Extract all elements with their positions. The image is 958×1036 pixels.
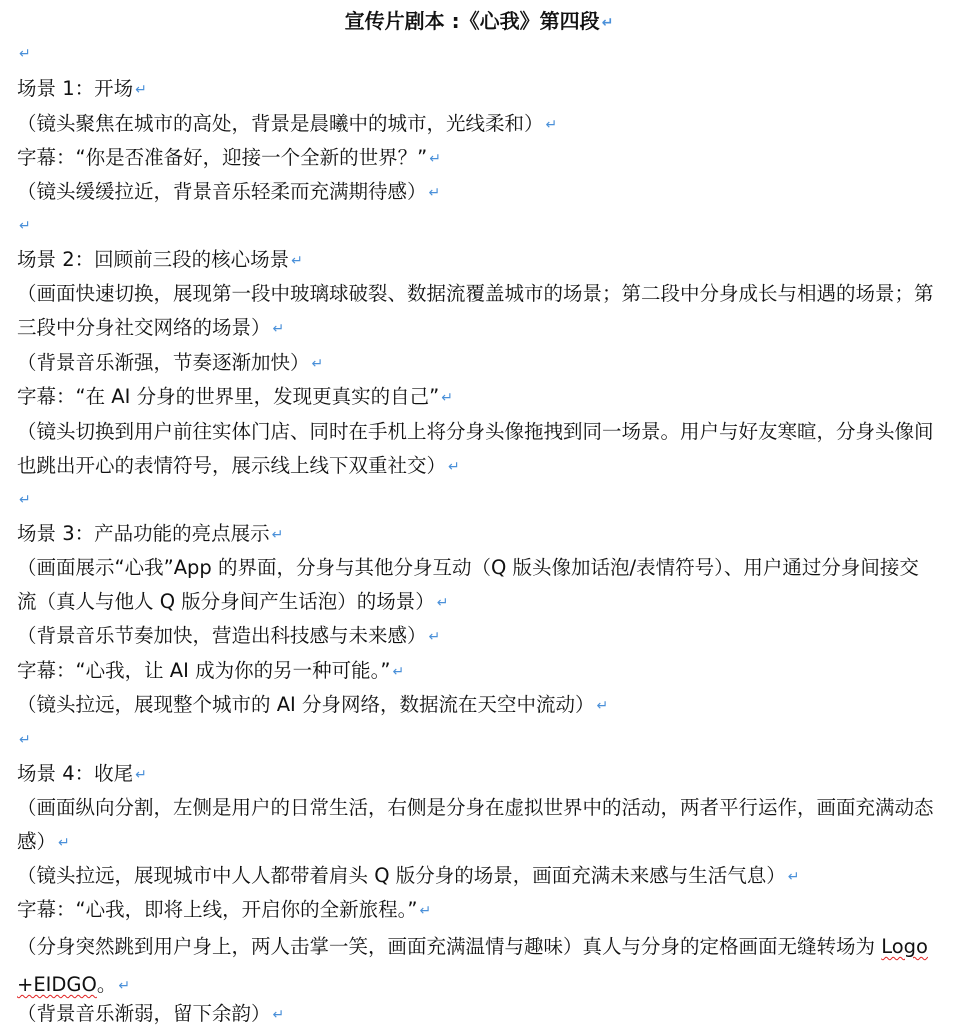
paragraph-mark-icon: ↵	[428, 185, 441, 201]
paragraph-mark-icon: ↵	[392, 664, 405, 680]
paragraph-mark-icon: ↵	[272, 321, 285, 337]
paragraph-mark-icon: ↵	[135, 767, 147, 783]
document-title	[0, 5, 958, 39]
title-text: 宣传片剧本 :《心我》第四段	[344, 9, 600, 33]
subtitle-line: 字幕：“心我，即将上线，开启你的全新旅程。” ↵	[17, 898, 432, 921]
paragraph-mark-icon: ↵	[291, 253, 303, 269]
paragraph-mark-icon: ↵	[19, 492, 31, 508]
paragraph-mark-icon: ↵	[135, 82, 147, 98]
logo-eidgo-text: Logo+EIDGO	[17, 935, 928, 996]
scene-heading: 场景 2：回顾前三段的核心场景 ↵	[17, 248, 303, 271]
paragraph-mark-icon: ↵	[601, 15, 614, 31]
paragraph: （镜头拉远，展现整个城市的 AI 分身网络，数据流在天空中流动） ↵	[17, 693, 609, 716]
subtitle-line: 字幕：“你是否准备好，迎接一个全新的世界？” ↵	[17, 146, 441, 169]
paragraph-mark-icon: ↵	[272, 1007, 285, 1023]
paragraph: （分身突然跳到用户身上，两人击掌一笑，画面充满温情与趣味）真人与分身的定格画面无缝转场为 Logo+EIDGO。 ↵	[17, 935, 928, 996]
paragraph-mark-icon: ↵	[429, 151, 441, 167]
paragraph-mark-icon: ↵	[19, 46, 31, 62]
paragraph: （镜头聚焦在城市的高处，背景是晨曦中的城市，光线柔和） ↵	[17, 112, 558, 135]
paragraph-mark-icon: ↵	[311, 356, 324, 372]
paragraph: （背景音乐渐强，节奏逐渐加快） ↵	[17, 351, 324, 374]
empty-paragraph	[17, 484, 937, 515]
paragraph: （画面快速切换，展现第一段中玻璃球破裂、数据流覆盖城市的场景；第二段中分身成长与相遇的场景；第三段中分身社交网络的场景） ↵	[17, 282, 934, 339]
scene-heading: 场景 4：收尾 ↵	[17, 762, 147, 785]
paragraph-mark-icon: ↵	[419, 903, 432, 919]
empty-paragraph	[17, 724, 937, 755]
paragraph: （画面展示“心我”App 的界面，分身与其他分身互动（Q 版头像加话泡/表情符号）、用户通过分身间接交流（真人与他人 Q 版分身间产生话泡）的场景） ↵	[17, 556, 919, 613]
empty-paragraph	[17, 38, 937, 69]
paragraph: （画面纵向分割，左侧是用户的日常生活，右侧是分身在虚拟世界中的活动，两者平行运作，画面充满动态感） ↵	[17, 796, 934, 853]
paragraph-mark-icon: ↵	[118, 978, 131, 994]
paragraph-mark-icon: ↵	[19, 218, 31, 234]
paragraph-mark-icon: ↵	[58, 835, 70, 851]
paragraph-mark-icon: ↵	[448, 459, 460, 475]
scene-heading: 场景 1：开场 ↵	[17, 77, 147, 100]
paragraph-mark-icon: ↵	[428, 629, 441, 645]
paragraph: （背景音乐渐弱，留下余韵） ↵	[17, 1002, 285, 1025]
paragraph-mark-icon: ↵	[441, 390, 453, 406]
paragraph: （背景音乐节奏加快，营造出科技感与未来感） ↵	[17, 624, 441, 647]
paragraph-mark-icon: ↵	[787, 869, 800, 885]
paragraph: （镜头切换到用户前往实体门店、同时在手机上将分身头像拖拽到同一场景。用户与好友寒暄，分身头像间也跳出开心的表情符号，展示线上线下双重社交） ↵	[17, 420, 934, 477]
paragraph-mark-icon: ↵	[271, 527, 284, 543]
subtitle-line: 字幕：“心我，让 AI 成为你的另一种可能。” ↵	[17, 659, 405, 682]
paragraph: （镜头拉远，展现城市中人人都带着肩头 Q 版分身的场景，画面充满未来感与生活气息） ↵	[17, 864, 800, 887]
empty-paragraph	[17, 210, 937, 241]
paragraph-mark-icon: ↵	[596, 698, 609, 714]
paragraph-mark-icon: ↵	[19, 732, 31, 748]
subtitle-line: 字幕：“在 AI 分身的世界里，发现更真实的自己” ↵	[17, 385, 453, 408]
paragraph-mark-icon: ↵	[545, 117, 558, 133]
paragraph-mark-icon: ↵	[436, 595, 449, 611]
paragraph: （镜头缓缓拉近，背景音乐轻柔而充满期待感） ↵	[17, 180, 441, 203]
scene-heading: 场景 3：产品功能的亮点展示 ↵	[17, 522, 284, 545]
